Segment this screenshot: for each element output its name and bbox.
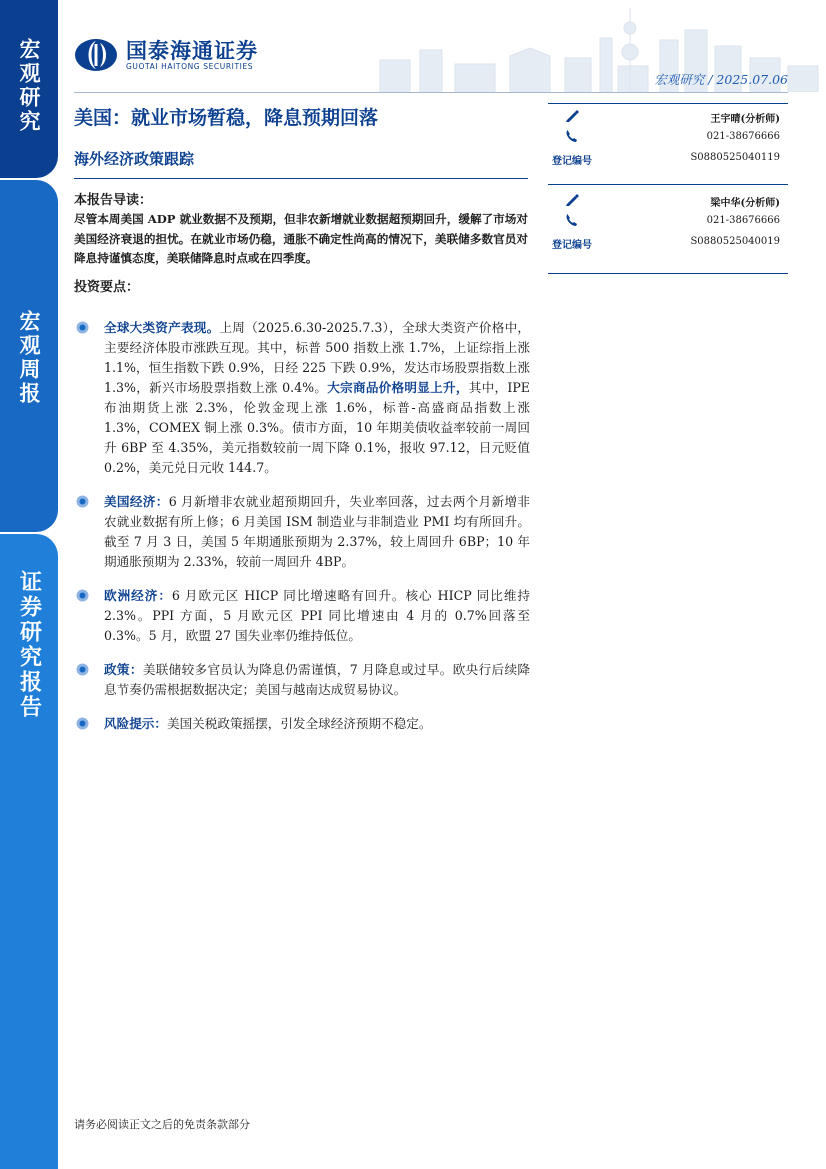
- analyst-card: [548, 187, 788, 254]
- bullet-dot-icon: [76, 495, 89, 508]
- bullet-dot-icon: [76, 321, 89, 334]
- phone-icon: [564, 128, 580, 144]
- guide-heading: 本报告导读：: [74, 193, 153, 208]
- sidebar-report-text: 证券研究报告: [16, 570, 42, 720]
- brand-logo: [74, 38, 258, 72]
- pen-icon: [564, 107, 580, 123]
- analyst-phone: 021-38676666: [706, 131, 780, 142]
- header-separator: /: [708, 72, 713, 87]
- header-divider: [74, 92, 788, 93]
- analyst-bottom-rule: [548, 273, 788, 274]
- report-subtitle: 海外经济政策跟踪: [74, 150, 195, 168]
- analyst-top-rule: [548, 184, 788, 185]
- analyst-reg-number: S0880525040119: [690, 152, 780, 163]
- key-point-europe-economy: [76, 586, 530, 646]
- brand-logo-icon: [74, 38, 118, 72]
- brand-name-cn: 国泰海通证券: [126, 38, 258, 63]
- brand-name-en: GUOTAI HAITONG SECURITIES: [126, 61, 254, 71]
- bullet-dot-icon: [76, 589, 89, 602]
- analyst-reg-row: [548, 233, 788, 254]
- key-point-us-economy: [76, 492, 530, 572]
- key-point-lead: 全球大类资产表现。: [104, 320, 220, 335]
- analyst-top-rule: [548, 103, 788, 104]
- key-point-text-2: 其中，IPE 布油期货上涨 2.3%，伦敦金现上涨 1.6%，标普-高盛商品指数上涨 1.3%，COMEX 铜上涨 0.3%。债市方面，10 年期美债收益率较前一周回升 6BP 至 4.35%，美元指数较前一周下降 0.1%，报收 97.12，日元贬值 0.2%，美元兑日元收 144.7。: [104, 380, 530, 475]
- key-point-text: 上周（2025.6.30-2025.7.3），全球大类资产价格中，主要经济体股市涨跌互现。其中，标普 500 指数上涨 1.7%，上证综指上涨 1.1%，恒生指数下跌 0.9%，日经 225 下跌 0.9%，发达市场股票指数上涨 1.3%，新兴市场股票指数上涨 0.4%。: [104, 320, 530, 395]
- analyst-name: 梁中华(分析师): [710, 198, 780, 209]
- analyst-card: [548, 103, 788, 170]
- analyst-reg-label: 登记编号: [552, 240, 592, 251]
- key-point-policy: [76, 660, 530, 700]
- footer-disclaimer: 请务必阅读正文之后的免责条款部分: [74, 1118, 250, 1131]
- analyst-reg-number: S0880525040019: [690, 236, 780, 247]
- key-point-lead: 欧洲经济：: [104, 588, 172, 603]
- key-point-text: 美联储较多官员认为降息仍需谨慎，7 月降息或过早。欧央行后续降息节奏仍需根据数据决定；美国与越南达成贸易协议。: [104, 662, 530, 697]
- analyst-name-row: [548, 107, 788, 128]
- analyst-phone-row: [548, 128, 788, 149]
- phone-icon: [564, 212, 580, 228]
- title-divider: [74, 178, 528, 179]
- key-point-text: 6 月新增非农就业超预期回升，失业率回落，过去两个月新增非农就业数据有所上修；6 月美国 ISM 制造业与非制造业 PMI 均有所回升。截至 7 月 3 日，美国 5 年期通胀预期为 2.37%，较上周回升 6BP；10 年期通胀预期为 2.33%，较前一周回升 4BP。: [104, 494, 530, 569]
- key-point-text: 6 月欧元区 HICP 同比增速略有回升。核心 HICP 同比维持 2.3%。PPI 方面，5 月欧元区 PPI 同比增速由 4 月的 0.7%回落至 0.3%。5 月，欧盟 27 国失业率仍维持低位。: [104, 588, 531, 643]
- sidebar-type-text: 宏观周报: [17, 310, 41, 406]
- key-point-risk: [76, 714, 530, 734]
- bullet-dot-icon: [76, 717, 89, 730]
- header-category: 宏观研究: [654, 72, 705, 87]
- report-title: 美国：就业市场暂稳，降息预期回落: [74, 107, 379, 129]
- key-point-lead: 美国经济：: [104, 494, 169, 509]
- sidebar-block-report: [0, 534, 58, 1169]
- key-point-lead-2: 大宗商品价格明显上升，: [327, 380, 469, 395]
- sidebar: [0, 0, 58, 1169]
- pen-icon: [564, 191, 580, 207]
- analyst-phone: 021-38676666: [706, 215, 780, 226]
- sidebar-category-text: 宏观研究: [17, 38, 41, 134]
- analyst-reg-label: 登记编号: [552, 156, 592, 167]
- sidebar-block-category: [0, 0, 58, 178]
- key-point-global-assets: [76, 318, 530, 478]
- key-point-lead: 政策：: [104, 662, 143, 677]
- key-points-list: [76, 318, 530, 748]
- header-date: 2025.07.06: [716, 72, 788, 87]
- analyst-phone-row: [548, 212, 788, 233]
- bullet-dot-icon: [76, 663, 89, 676]
- key-point-text: 美国关税政策摇摆，引发全球经济预期不稳定。: [166, 716, 432, 731]
- sidebar-block-type: [0, 180, 58, 532]
- analyst-reg-row: [548, 149, 788, 170]
- key-point-lead: 风险提示：: [104, 716, 167, 731]
- key-points-heading: 投资要点：: [74, 280, 140, 295]
- header-meta: [654, 70, 788, 88]
- analyst-name-row: [548, 191, 788, 212]
- guide-text: 尽管本周美国 ADP 就业数据不及预期，但非农新增就业数据超预期回升，缓解了市场对美国经济衰退的担忧。在就业市场仍稳，通胀不确定性尚高的情况下，美联储多数官员对降息持谨慎态度，美联储降息时点或在四季度。: [74, 212, 528, 265]
- analyst-name: 王宇晴(分析师): [710, 114, 780, 125]
